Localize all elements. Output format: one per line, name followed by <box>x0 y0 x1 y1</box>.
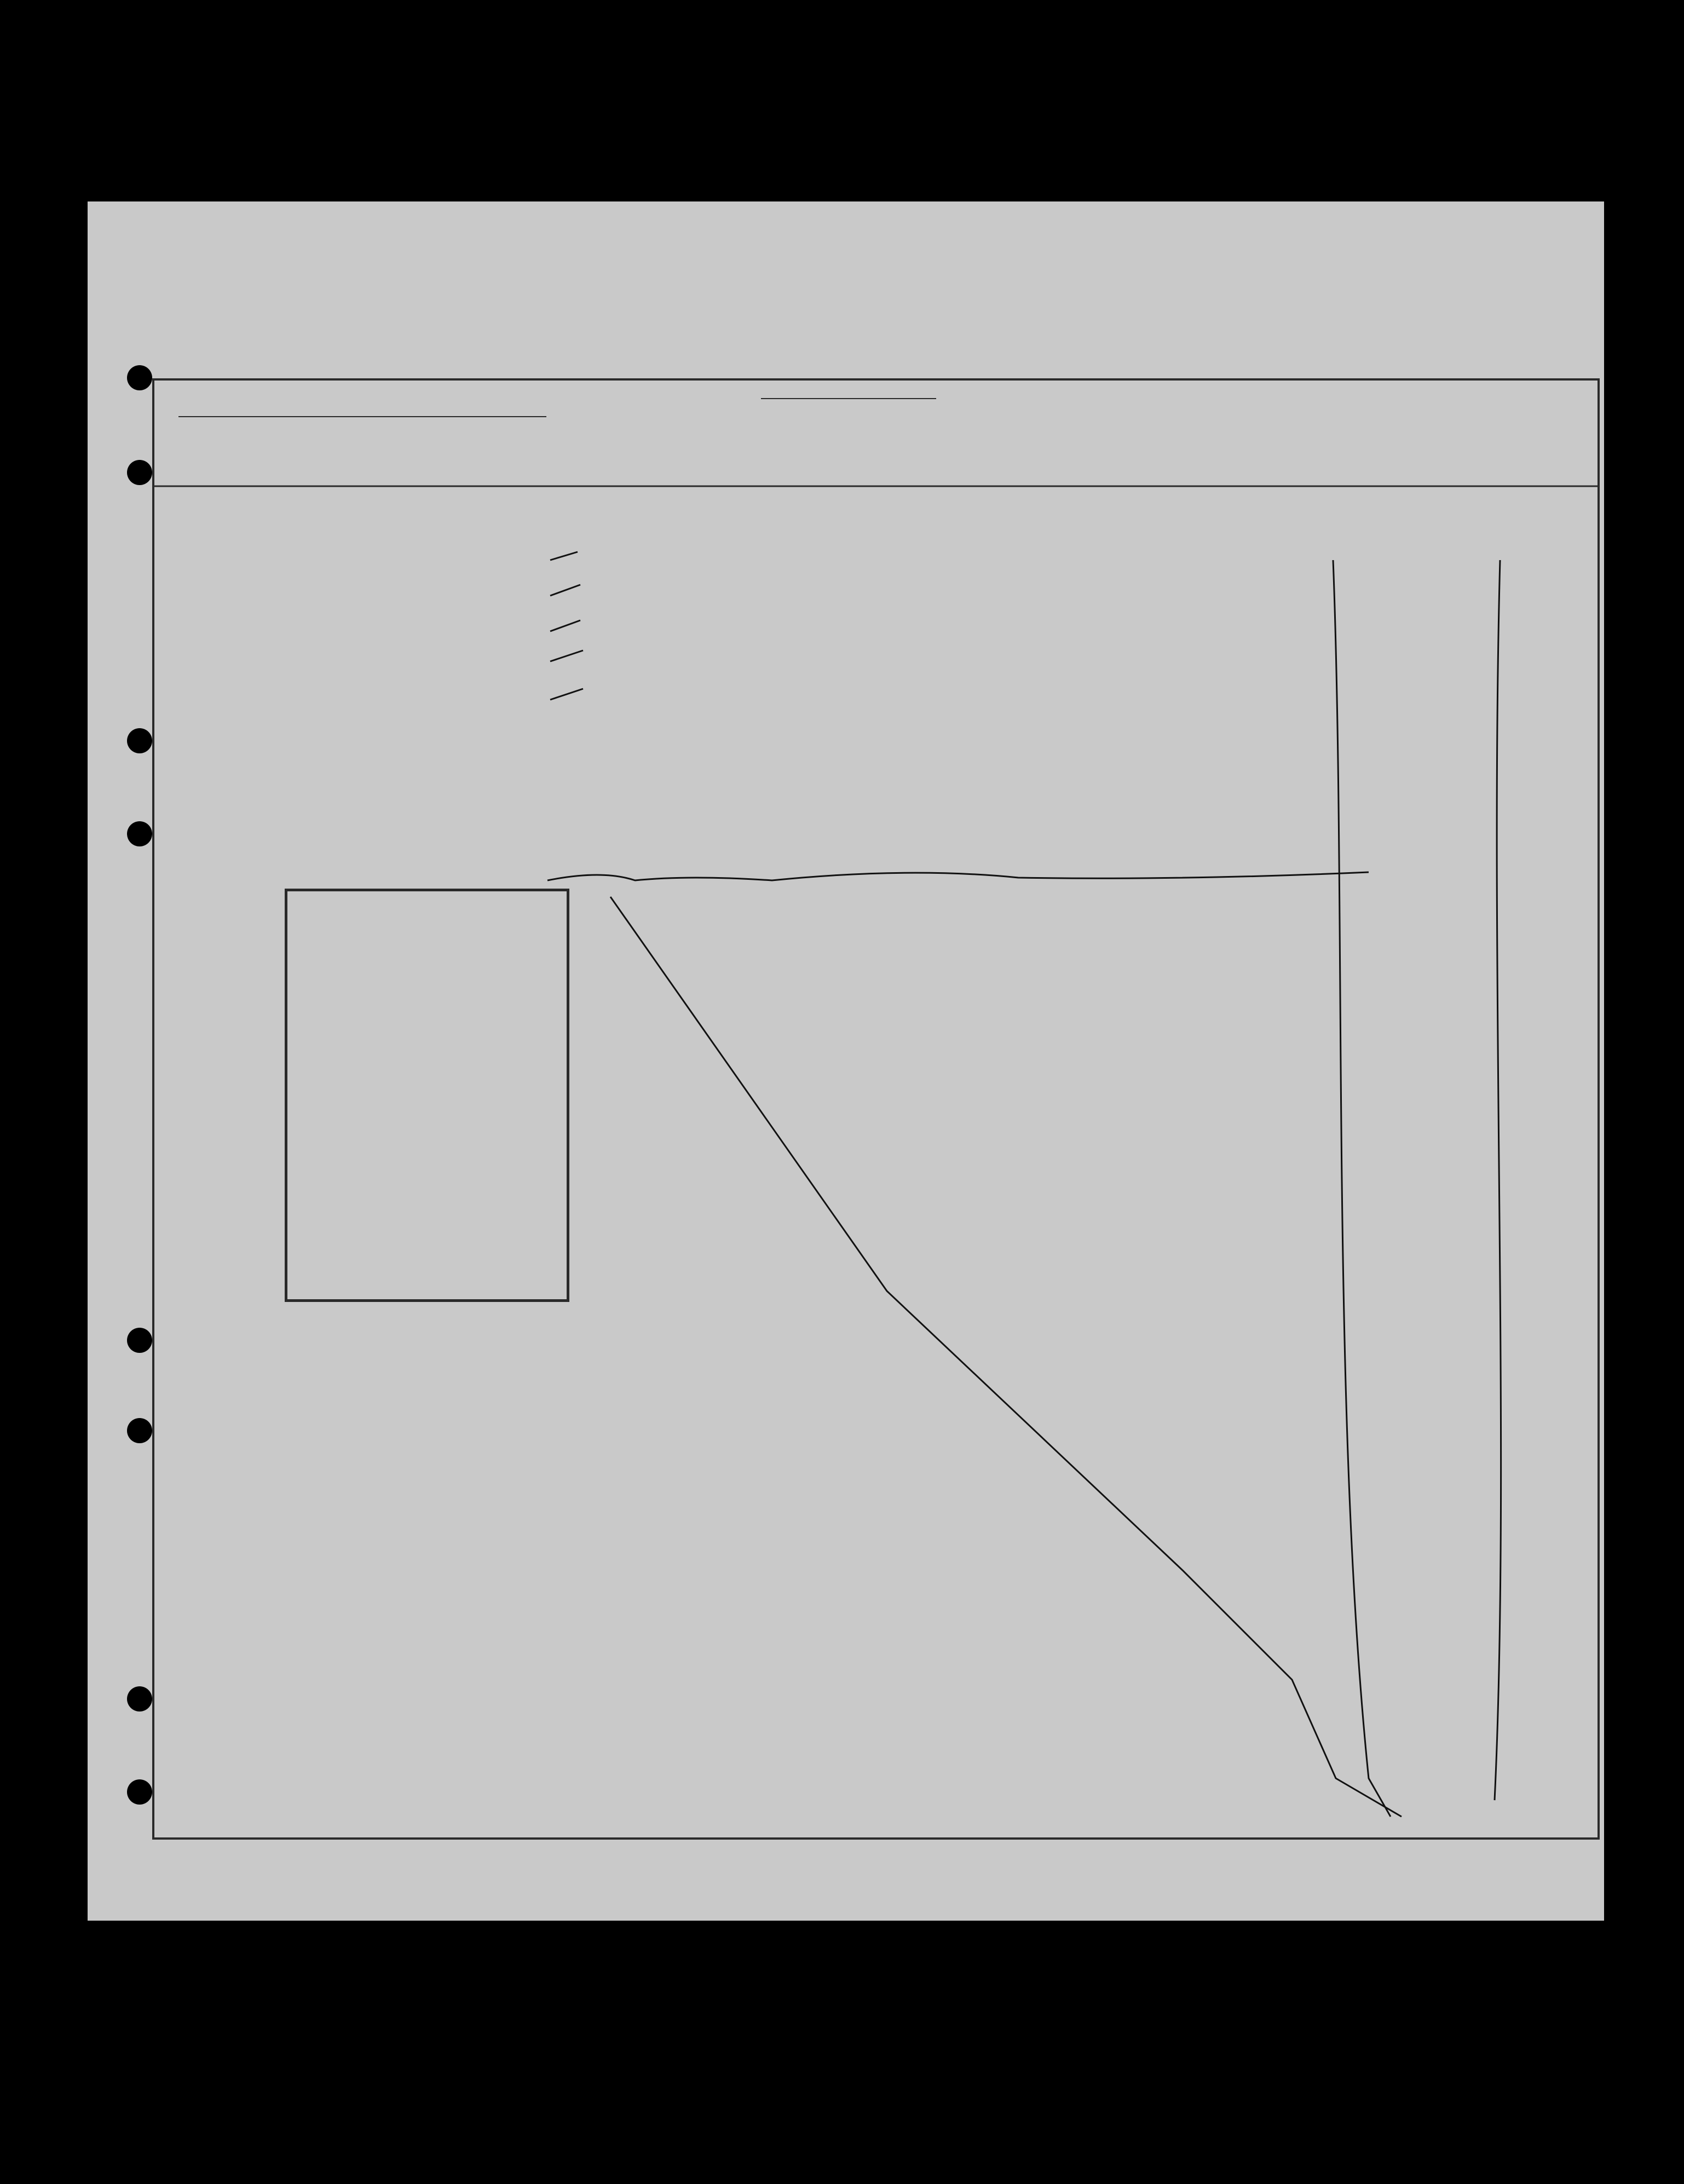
visa-stamp <box>285 889 569 1302</box>
punch-hole <box>127 1779 152 1805</box>
punch-hole <box>127 1418 152 1443</box>
punch-hole <box>127 821 152 846</box>
punch-hole <box>127 728 152 753</box>
punch-hole <box>127 1328 152 1353</box>
punch-hole <box>127 460 152 485</box>
manifest-page <box>88 201 1604 1921</box>
punch-hole <box>127 365 152 390</box>
punch-hole <box>127 1686 152 1712</box>
